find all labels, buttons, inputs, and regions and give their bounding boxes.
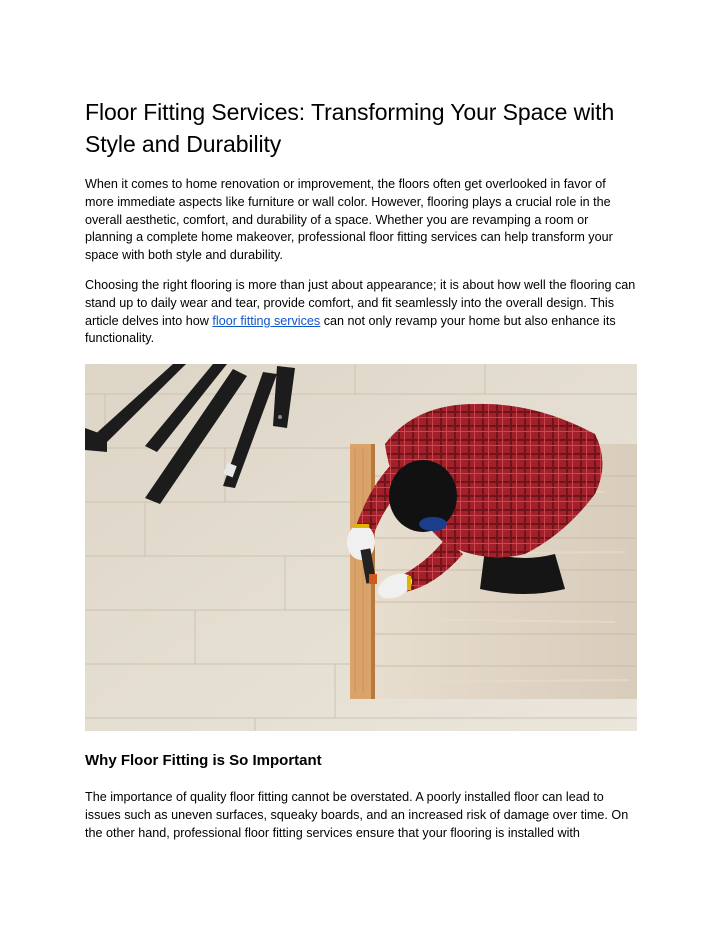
second-paragraph bbox=[85, 277, 637, 348]
para2-text-before: Choosing the right flooring is more than just about appearance; it is about how well the flooring can stand up to daily wear and tear, provide comfort, and fit seamlessly into the overall design. This article delves into how bbox=[85, 277, 636, 328]
floor-fitter-photo bbox=[85, 364, 637, 731]
para2-text-after: can not only revamp your home but also enhance its functionality. bbox=[85, 313, 616, 346]
document-page bbox=[85, 96, 637, 843]
article-title: Floor Fitting Services: Transforming Your Space with Style and Durability bbox=[85, 99, 615, 157]
section-heading: Why Floor Fitting is So Important bbox=[85, 752, 322, 770]
floor-fitting-services-link[interactable]: floor fitting services bbox=[212, 313, 321, 328]
section-paragraph: The importance of quality floor fitting cannot be overstated. A poorly installed floor can lead to issues such as uneven surfaces, squeaky boards, and an increased risk of damage over time. On the other hand, professional floor fitting services ensure that your flooring is installed with bbox=[85, 790, 629, 840]
intro-paragraph: When it comes to home renovation or improvement, the floors often get overlooked in favor of more immediate aspects like furniture or wall color. However, flooring plays a crucial role in the overall aesthetic, comfort, and durability of a space. Whether you are revamping a room or planning a complete home makeover, professional floor fitting services can help transform your space with both style and durability. bbox=[85, 177, 613, 263]
